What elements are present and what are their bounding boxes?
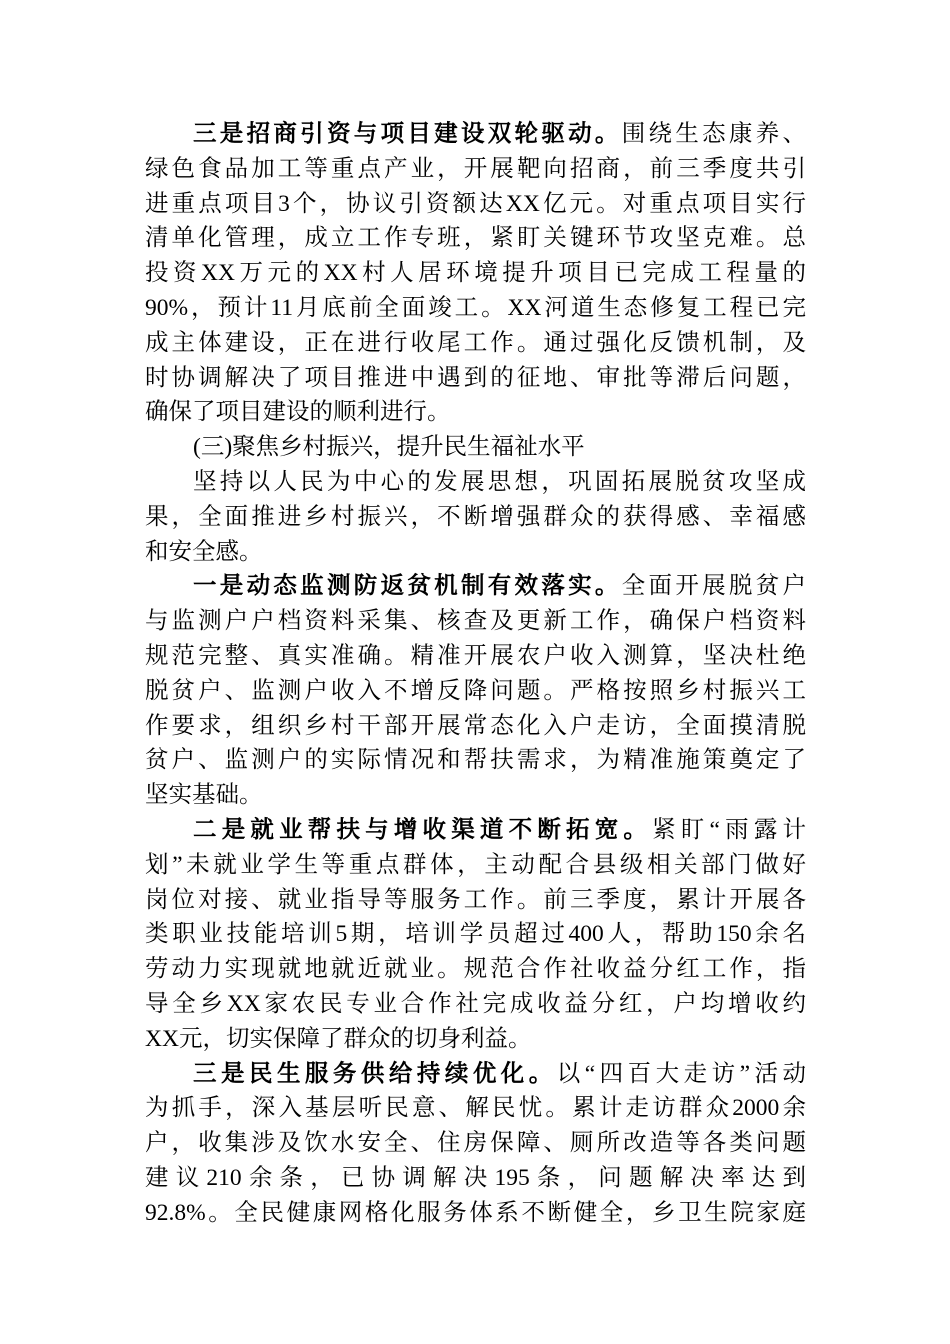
text-line — [145, 1126, 806, 1161]
text-line — [145, 187, 806, 222]
text-line — [145, 639, 806, 674]
line-text: 92.8%。全民健康网格化服务体系不断健全，乡卫生院家庭 — [145, 1199, 806, 1226]
bold-lead-phrase: 三是民生服务供给持续优化。 — [193, 1060, 557, 1087]
line-text: XX元，切实保障了群众的切身利益。 — [145, 1025, 532, 1052]
line-text: 时协调解决了项目推进中遇到的征地、审批等滞后问题， — [145, 364, 806, 391]
text-line — [145, 709, 806, 744]
paragraph — [145, 569, 806, 813]
text-line — [145, 221, 806, 256]
text-line — [145, 291, 806, 326]
line-text: 与监测户户档资料采集、核查及更新工作，确保户档资料 — [145, 608, 806, 635]
line-text: 进重点项目3个，协议引资额达XX亿元。对重点项目实行 — [145, 190, 806, 217]
text-line — [145, 917, 806, 952]
line-text: (三)聚焦乡村振兴，提升民生福祉水平 — [193, 434, 585, 461]
line-text: 作要求，组织乡村干部开展常态化入户走访，全面摸清脱 — [145, 712, 806, 739]
line-text: 户，收集涉及饮水安全、住房保障、厕所改造等各类问题 — [145, 1130, 806, 1157]
text-line — [145, 1022, 806, 1057]
paragraph — [145, 1057, 806, 1231]
line-text: 规范完整、真实准确。精准开展农户收入测算，坚决杜绝 — [145, 642, 806, 669]
line-text: 划”未就业学生等重点群体，主动配合县级相关部门做好 — [145, 851, 806, 878]
line-text: 岗位对接、就业指导等服务工作。前三季度，累计开展各 — [145, 886, 806, 913]
document-page — [145, 117, 806, 1231]
text-line — [145, 778, 806, 813]
text-line — [145, 674, 806, 709]
bold-lead-phrase: 一是动态监测防返贫机制有效落实。 — [193, 573, 622, 600]
line-text: 和安全感。 — [145, 538, 263, 565]
text-line — [145, 430, 806, 465]
line-text: 贫户、监测户的实际情况和帮扶需求，为精准施策奠定了 — [145, 747, 806, 774]
text-line — [145, 117, 806, 152]
text-line — [145, 1161, 806, 1196]
line-text: 以“四百大走访”活动 — [556, 1060, 806, 1087]
text-line — [145, 1057, 806, 1092]
line-text: 绿色食品加工等重点产业，开展靶向招商，前三季度共引 — [145, 155, 806, 182]
line-text: 导全乡XX家农民专业合作社完成收益分红，户均增收约 — [145, 990, 806, 1017]
section-heading — [145, 430, 806, 465]
line-text: 类职业技能培训5期，培训学员超过400人，帮助150余名 — [145, 921, 806, 948]
text-line — [145, 813, 806, 848]
line-text: 果，全面推进乡村振兴，不断增强群众的获得感、幸福感 — [145, 503, 806, 530]
text-line — [145, 848, 806, 883]
text-line — [145, 361, 806, 396]
line-text: 成主体建设，正在进行收尾工作。通过强化反馈机制，及 — [145, 329, 806, 356]
text-line — [145, 743, 806, 778]
text-line — [145, 256, 806, 291]
line-text: 脱贫户、监测户收入不增反降问题。严格按照乡村振兴工 — [145, 677, 806, 704]
text-line — [145, 883, 806, 918]
line-text: 紧盯“雨露计 — [652, 816, 807, 843]
text-line — [145, 535, 806, 570]
line-text: 围绕生态康养、 — [621, 121, 807, 147]
line-text: 坚持以人民为中心的发展思想，巩固拓展脱贫攻坚成 — [193, 468, 806, 495]
text-line — [145, 1196, 806, 1231]
line-text: 投资XX万元的XX村人居环境提升项目已完成工程量的 — [145, 260, 806, 287]
line-text: 坚实基础。 — [145, 782, 263, 809]
text-line — [145, 604, 806, 639]
line-text: 为抓手，深入基层听民意、解民忧。累计走访群众2000余 — [145, 1095, 806, 1122]
text-line — [145, 465, 806, 500]
text-line — [145, 1091, 806, 1126]
paragraph — [145, 813, 806, 1057]
bold-lead-phrase: 二是就业帮扶与增收渠道不断拓宽。 — [193, 816, 653, 843]
paragraph — [145, 117, 806, 430]
line-text: 建议210余条，已协调解决195条，问题解决率达到 — [145, 1164, 806, 1191]
paragraph — [145, 465, 806, 569]
text-line — [145, 152, 806, 187]
text-line — [145, 395, 806, 430]
line-text: 确保了项目建设的顺利进行。 — [145, 399, 451, 426]
line-text: 劳动力实现就地就近就业。规范合作社收益分红工作，指 — [145, 956, 806, 983]
text-line — [145, 569, 806, 604]
bold-lead-phrase: 三是招商引资与项目建设双轮驱动。 — [193, 121, 622, 147]
text-line — [145, 987, 806, 1022]
text-line — [145, 952, 806, 987]
line-text: 清单化管理，成立工作专班，紧盯关键环节攻坚克难。总 — [145, 225, 806, 252]
line-text: 90%，预计11月底前全面竣工。XX河道生态修复工程已完 — [145, 294, 806, 321]
text-line — [145, 326, 806, 361]
text-line — [145, 500, 806, 535]
line-text: 全面开展脱贫户 — [621, 573, 807, 600]
